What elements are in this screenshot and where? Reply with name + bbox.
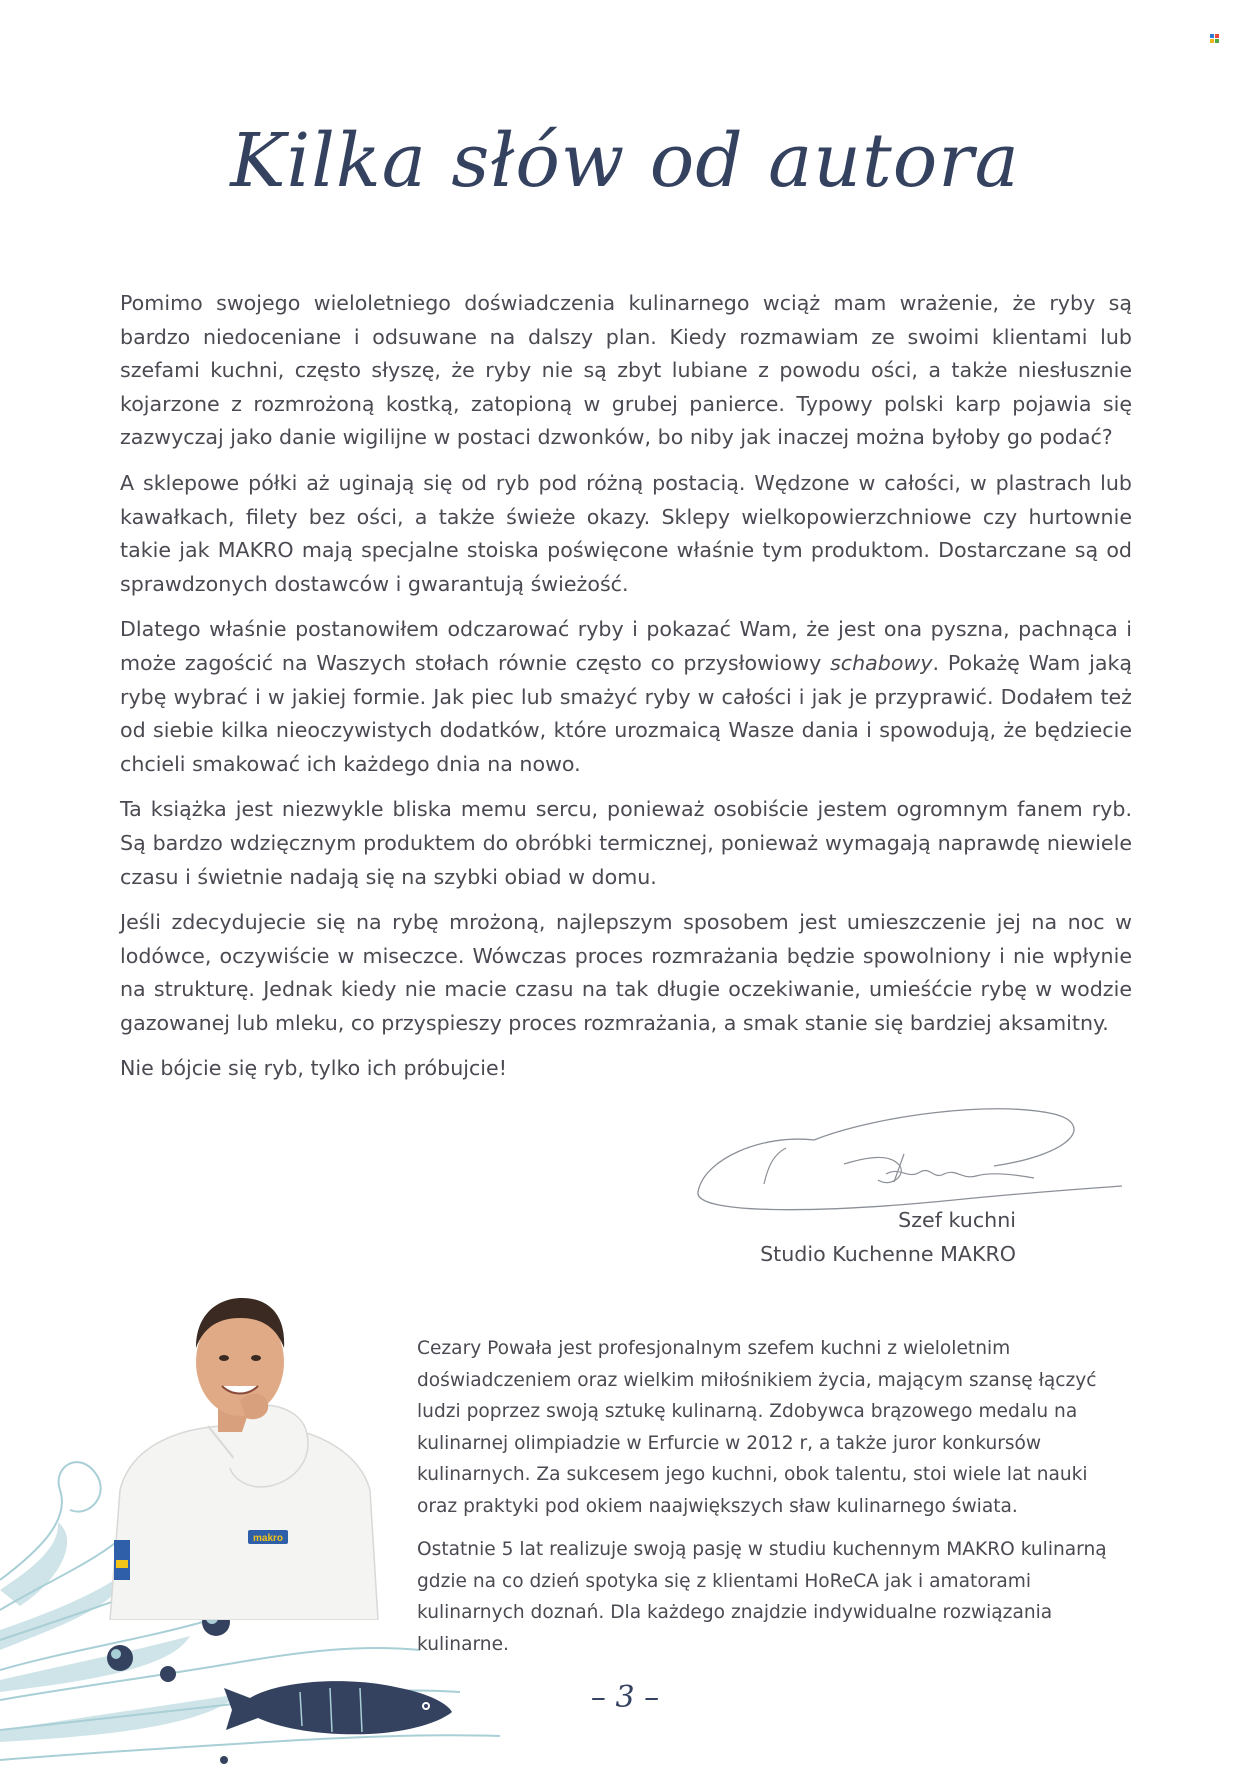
paragraph: Pomimo swojego wieloletniego doświadczenia kulinarnego wciąż mam wrażenie, że ryby są bardzo niedoceniane i odsuwane na dalszy plan. Kiedy rozmawiam ze swoimi klientami lub szefami kuchni, często słyszę, że ryby nie są zbyt lubiane z powodu ości, a także niesłusznie kojarzone z rozmrożoną kostką, zatopioną w grubej panierce. Typowy polski karp pojawia się zazwyczaj jako danie wigilijne w postaci dzwonków, bo niby jak inaczej można byłoby go podać? bbox=[120, 291, 1132, 450]
author-note bbox=[120, 287, 1132, 1098]
paragraph: A sklepowe półki aż uginają się od ryb pod różną postacią. Wędzone w całości, w plastrach lub kawałkach, filety bez ości, a także świeże okazy. Sklepy wielkopowierzchniowe czy hurtownie takie jak MAKRO mają specjalne stoiska poświęcone właśnie tym produktom. Dostarczane są od sprawdzonych dostawców i gwarantują świeżość. bbox=[120, 470, 1132, 596]
handwritten-signature bbox=[694, 1096, 1122, 1220]
bio-paragraph: Cezary Powała jest profesjonalnym szefem kuchni z wieloletnim doświadczeniem oraz wielkim miłośnikiem życia, mającym szansę łączyć ludzi poprzez swoją sztukę kulinarną. Zdobywca brązowego medalu na kulinarnej olimpiadzie w Erfurcie w 2012 r, a także juror konkursów kulinarnych. Za sukcesem jego kuchni, obok talentu, stoi wiele lat nauki oraz praktyki pod okiem naajwiększych sław kulinarnego świata. bbox=[417, 1338, 1097, 1517]
page-number: – 3 – bbox=[590, 1680, 660, 1715]
emphasis-text: schabowy bbox=[830, 650, 933, 675]
paragraph-text: . Pokażę Wam jaką rybę wybrać i w jakiej formie. Jak piec lub smażyć ryby w całości i jak je przyprawić. Dodałem też od siebie kilka nieoczywistych dodatków, które urozmaicą Wasze dania i spowodują, że będziecie chcieli smakować ich każdego dnia na nowo. bbox=[120, 650, 1132, 776]
makro-badge: makro bbox=[252, 1533, 284, 1544]
signature-organization: Studio Kuchenne MAKRO bbox=[760, 1242, 1016, 1266]
paragraph bbox=[120, 613, 1132, 781]
signature-role: Szef kuchni bbox=[898, 1208, 1016, 1232]
paragraph-text: Dlatego właśnie postanowiłem odczarować ryby i pokazać Wam, że jest ona pyszna, pachnąca i może zagościć na Waszych stołach równie często co przysłowiowy bbox=[120, 617, 1132, 675]
bio-paragraph: Ostatnie 5 lat realizuje swoją pasję w studiu kuchennym MAKRO kulinarną gdzie na co dzień spotyka się z klientami HoReCA jak i amatorami kulinarnych doznań. Dla każdego znajdzie indywidualne rozwiązania kulinarne. bbox=[417, 1539, 1107, 1655]
corner-color-mark bbox=[1210, 34, 1220, 44]
paragraph: Ta książka jest niezwykle bliska memu sercu, ponieważ osobiście jestem ogromnym fanem ryb. Są bardzo wdzięcznym produktem do obróbki termicznej, ponieważ wymagają naprawdę niewiele czasu i świetnie nadają się na szybki obiad w domu. bbox=[120, 797, 1132, 889]
paragraph: Jeśli zdecydujecie się na rybę mrożoną, najlepszym sposobem jest umieszczenie jej na noc w lodówce, oczywiście w miseczce. Wówczas proces rozmrażania będzie spowolniony i nie wpłynie na strukturę. Jednak kiedy nie macie czasu na tak długie oczekiwanie, umieśćcie rybę w wodzie gazowanej lub mleku, co przyspieszy proces rozmrażania, a smak stanie się bardziej aksamitny. bbox=[120, 910, 1132, 1035]
paragraph: Nie bójcie się ryb, tylko ich próbujcie! bbox=[120, 1056, 507, 1081]
chef-portrait bbox=[100, 1290, 380, 1620]
page-title: Kilka słów od autora bbox=[230, 118, 1020, 204]
author-bio bbox=[417, 1333, 1129, 1672]
